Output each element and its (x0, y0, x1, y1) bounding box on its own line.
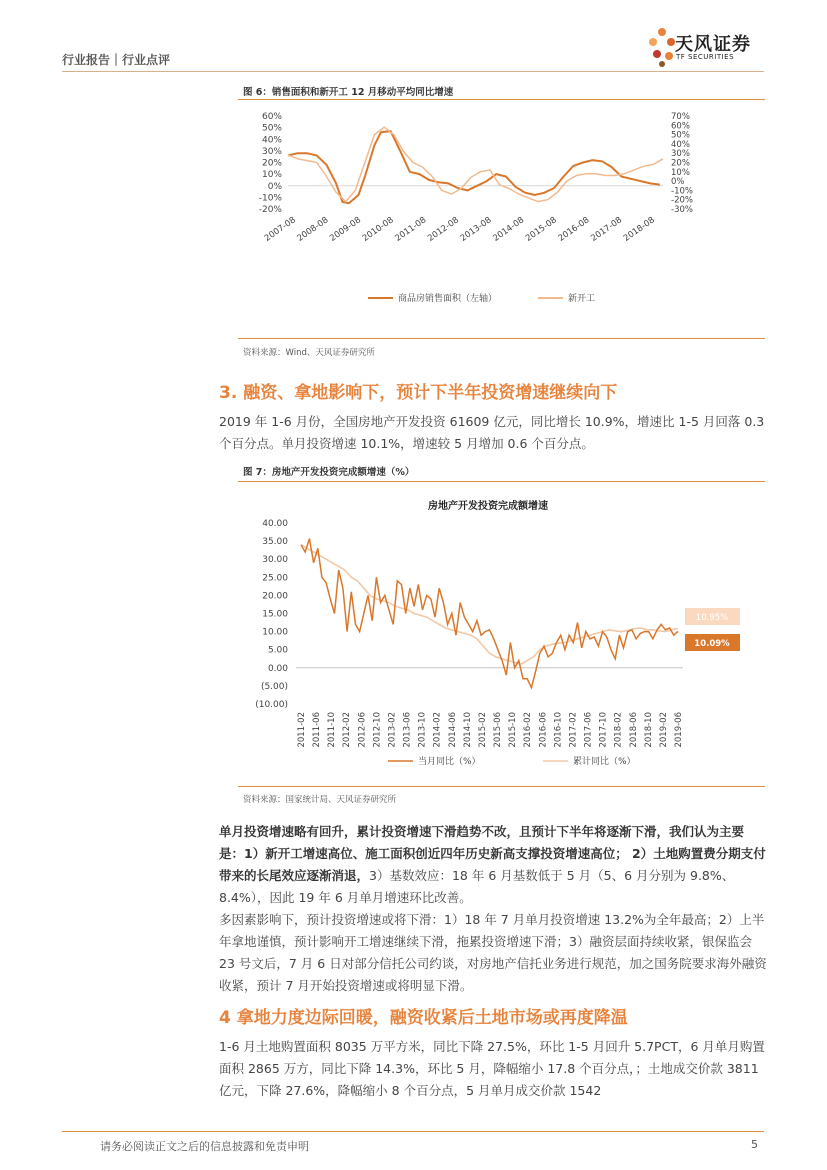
x-axis-tick-label: 2015-02 (477, 712, 488, 748)
y-axis-tick-label: 20.00 (262, 591, 288, 602)
annotation-cumulative-value: 10.95% (695, 613, 729, 623)
right-axis-tick-label: 20% (671, 158, 690, 169)
figure7-source: 资料来源：国家统计局、天风证券研究所 (243, 795, 397, 805)
legend-label-sales-area: 商品房销售面积（左轴） (398, 294, 498, 304)
left-axis-tick-label: 30% (261, 146, 282, 157)
x-axis-tick-label: 2013-06 (402, 712, 413, 748)
x-axis-tick-label: 2016-08 (556, 215, 592, 244)
page-number: 5 (751, 1138, 758, 1151)
y-axis-tick-label: 0.00 (267, 663, 288, 674)
y-axis-tick-label: 30.00 (262, 555, 288, 566)
figure7-title: 图 7：房地产开发投资完成额增速（%） (243, 467, 415, 478)
figure6-source: 资料来源：Wind、天风证券研究所 (243, 348, 375, 358)
section4-paragraph: 1-6 月土地购置面积 8035 万平方米，同比下降 27.5%，环比 1-5 月回升 5.7PCT，6 月单月购置面积 2865 万方，同比下降 14.3%，环比 5 月，降幅缩小 17.8 个百分点，；土地成交价款 3811 亿元，下降 27.6%，降幅缩小 8 个百分点，5 月单月成交价款 1542 (219, 1039, 765, 1098)
right-axis-tick-label: 10% (671, 167, 690, 178)
x-axis-tick-label: 2012-02 (342, 712, 353, 748)
x-axis-tick-label: 2017-06 (583, 712, 594, 748)
y-axis-tick-label: 40.00 (262, 519, 288, 529)
x-axis-tick-label: 2012-10 (372, 712, 383, 748)
x-axis-tick-label: 2014-02 (432, 712, 443, 748)
x-axis-tick-label: 2007-08 (262, 215, 298, 244)
y-axis-tick-label: 5.00 (267, 645, 288, 656)
left-axis-tick-label: 20% (261, 158, 282, 169)
x-axis-tick-label: 2015-10 (508, 712, 519, 748)
x-axis-tick-label: 2018-02 (613, 712, 624, 748)
right-axis-tick-label: -20% (671, 195, 693, 206)
x-axis-tick-label: 2016-10 (553, 712, 564, 748)
x-axis-tick-label: 2013-08 (458, 215, 494, 244)
right-axis-tick-label: 60% (671, 121, 690, 132)
y-axis-tick-label: 25.00 (262, 573, 288, 584)
figure6-rule (238, 99, 765, 100)
figure7-bottom-rule (238, 786, 765, 787)
x-axis-tick-label: 2008-08 (295, 215, 331, 244)
x-axis-tick-label: 2012-06 (357, 712, 368, 748)
x-axis-tick-label: 2019-06 (674, 712, 684, 748)
y-axis-tick-label: 10.00 (262, 627, 288, 638)
series-line-cumulative-yoy (301, 545, 678, 665)
y-axis-tick-label: (5.00) (260, 681, 288, 692)
right-axis-tick-label: 50% (671, 130, 690, 141)
x-axis-tick-label: 2015-06 (493, 712, 504, 748)
x-axis-tick-label: 2011-10 (327, 712, 338, 748)
x-axis-tick-label: 2010-08 (360, 215, 396, 244)
left-axis-tick-label: 0% (267, 181, 282, 192)
left-axis-tick-label: 60% (261, 112, 282, 122)
x-axis-tick-label: 2013-02 (387, 712, 398, 748)
x-axis-tick-label: 2011-06 (312, 712, 323, 748)
section3-paragraph: 2019 年 1-6 月份，全国房地产开发投资 61609 亿元，同比增长 10.9%，增速比 1-5 月回落 0.3 个百分点。单月投资增速 10.1%，增速较 5 月增加 0.6 个百分点。 (219, 414, 765, 451)
report-category: 行业报告｜行业点评 (62, 53, 171, 67)
legend-label-new-starts: 新开工 (568, 294, 596, 304)
x-axis-tick-label: 2014-06 (447, 712, 458, 748)
left-axis-tick-label: 10% (261, 170, 282, 181)
x-axis-tick-label: 2016-06 (538, 712, 549, 748)
section4-title: 4 拿地力度边际回暖，融资收紧后土地市场或再度降温 (219, 1008, 628, 1028)
footer-disclaimer: 请务必阅读正文之后的信息披露和免责申明 (100, 1140, 309, 1153)
legend-label-cumulative: 累计同比（%） (573, 757, 636, 767)
x-axis-tick-label: 2015-08 (523, 215, 559, 244)
section3-title: 3. 融资、拿地影响下，预计下半年投资增速继续向下 (219, 383, 618, 403)
x-axis-tick-label: 2018-08 (621, 215, 657, 244)
right-axis-tick-label: 0% (671, 177, 685, 188)
header-rule (62, 71, 764, 72)
right-axis-tick-label: 40% (671, 139, 690, 150)
right-axis-tick-label: -10% (671, 186, 693, 197)
analysis-paragraph (219, 821, 767, 909)
figure6-bottom-rule (238, 338, 765, 339)
x-axis-tick-label: 2018-10 (643, 712, 654, 748)
logo-chinese: 天风证券 (675, 34, 751, 55)
x-axis-tick-label: 2011-02 (297, 712, 307, 748)
logo-english: TF SECURITIES (676, 53, 735, 61)
right-axis-tick-label: 30% (671, 149, 690, 160)
x-axis-tick-label: 2009-08 (328, 215, 363, 244)
x-axis-tick-label: 2016-02 (523, 712, 534, 748)
y-axis-tick-label: 35.00 (262, 537, 288, 548)
y-axis-tick-label: (10.00) (255, 700, 288, 710)
analysis-normal-text: 3）基数效应：18 年 6 月基数低于 5 月（5、6 月分别为 9.8%、8.4%），因此 19 年 6 月单月增速环比改善。 (219, 868, 735, 905)
left-axis-tick-label: -20% (258, 205, 282, 215)
x-axis-tick-label: 2014-10 (462, 712, 473, 748)
series-line-sales-area (288, 131, 660, 203)
figure7-rule (238, 481, 765, 482)
figure6-chart (238, 104, 765, 334)
x-axis-tick-label: 2019-02 (658, 712, 669, 748)
series-line-monthly-yoy (301, 539, 678, 688)
x-axis-tick-label: 2017-10 (598, 712, 609, 748)
y-axis-tick-label: 15.00 (262, 609, 288, 620)
x-axis-tick-label: 2018-06 (628, 712, 639, 748)
analysis-bold-text: 单月投资增速略有回升，累计投资增速下滑趋势不改，且预计下半年将逐渐下滑，我们认为主要是：1）新开工增速高位、施工面积创近四年历史新高支撑投资增速高位； 2）土地购置费分期支付带来的长尾效应逐渐消退， (219, 824, 766, 883)
left-axis-tick-label: -10% (258, 193, 282, 204)
figure6-title: 图 6：销售面积和新开工 12 月移动平均同比增速 (243, 87, 454, 98)
footer-rule (62, 1131, 764, 1132)
x-axis-tick-label: 2017-08 (589, 215, 625, 244)
tf-logo-icon (648, 26, 676, 68)
x-axis-tick-label: 2012-08 (426, 215, 461, 244)
chart-title: 房地产开发投资完成额增速 (428, 501, 548, 512)
x-axis-tick-label: 2013-10 (417, 712, 428, 748)
right-axis-tick-label: -30% (671, 205, 693, 215)
x-axis-tick-label: 2017-02 (568, 712, 579, 748)
annotation-monthly-value: 10.09% (694, 639, 730, 649)
forecast-paragraph: 多因素影响下，预计投资增速或将下滑：1）18 年 7 月单月投资增速 13.2%为全年最高；2）上半年拿地谨慎，预计影响开工增速继续下滑，拖累投资增速下滑；3）融资层面持续收紧，银保监会 23 号文后，7 月 6 日对部分信托公司约谈，对房地产信托业务进行规范，加之国务院要求海外融资收紧，预计 7 月开始投资增速或将明显下滑。 (219, 912, 767, 993)
x-axis-tick-label: 2014-08 (491, 215, 527, 244)
left-axis-tick-label: 40% (261, 135, 282, 146)
left-axis-tick-label: 50% (261, 123, 282, 134)
legend-label-monthly: 当月同比（%） (418, 757, 481, 767)
right-axis-tick-label: 70% (671, 112, 690, 122)
x-axis-tick-label: 2011-08 (393, 215, 429, 244)
figure7-chart (238, 490, 765, 780)
